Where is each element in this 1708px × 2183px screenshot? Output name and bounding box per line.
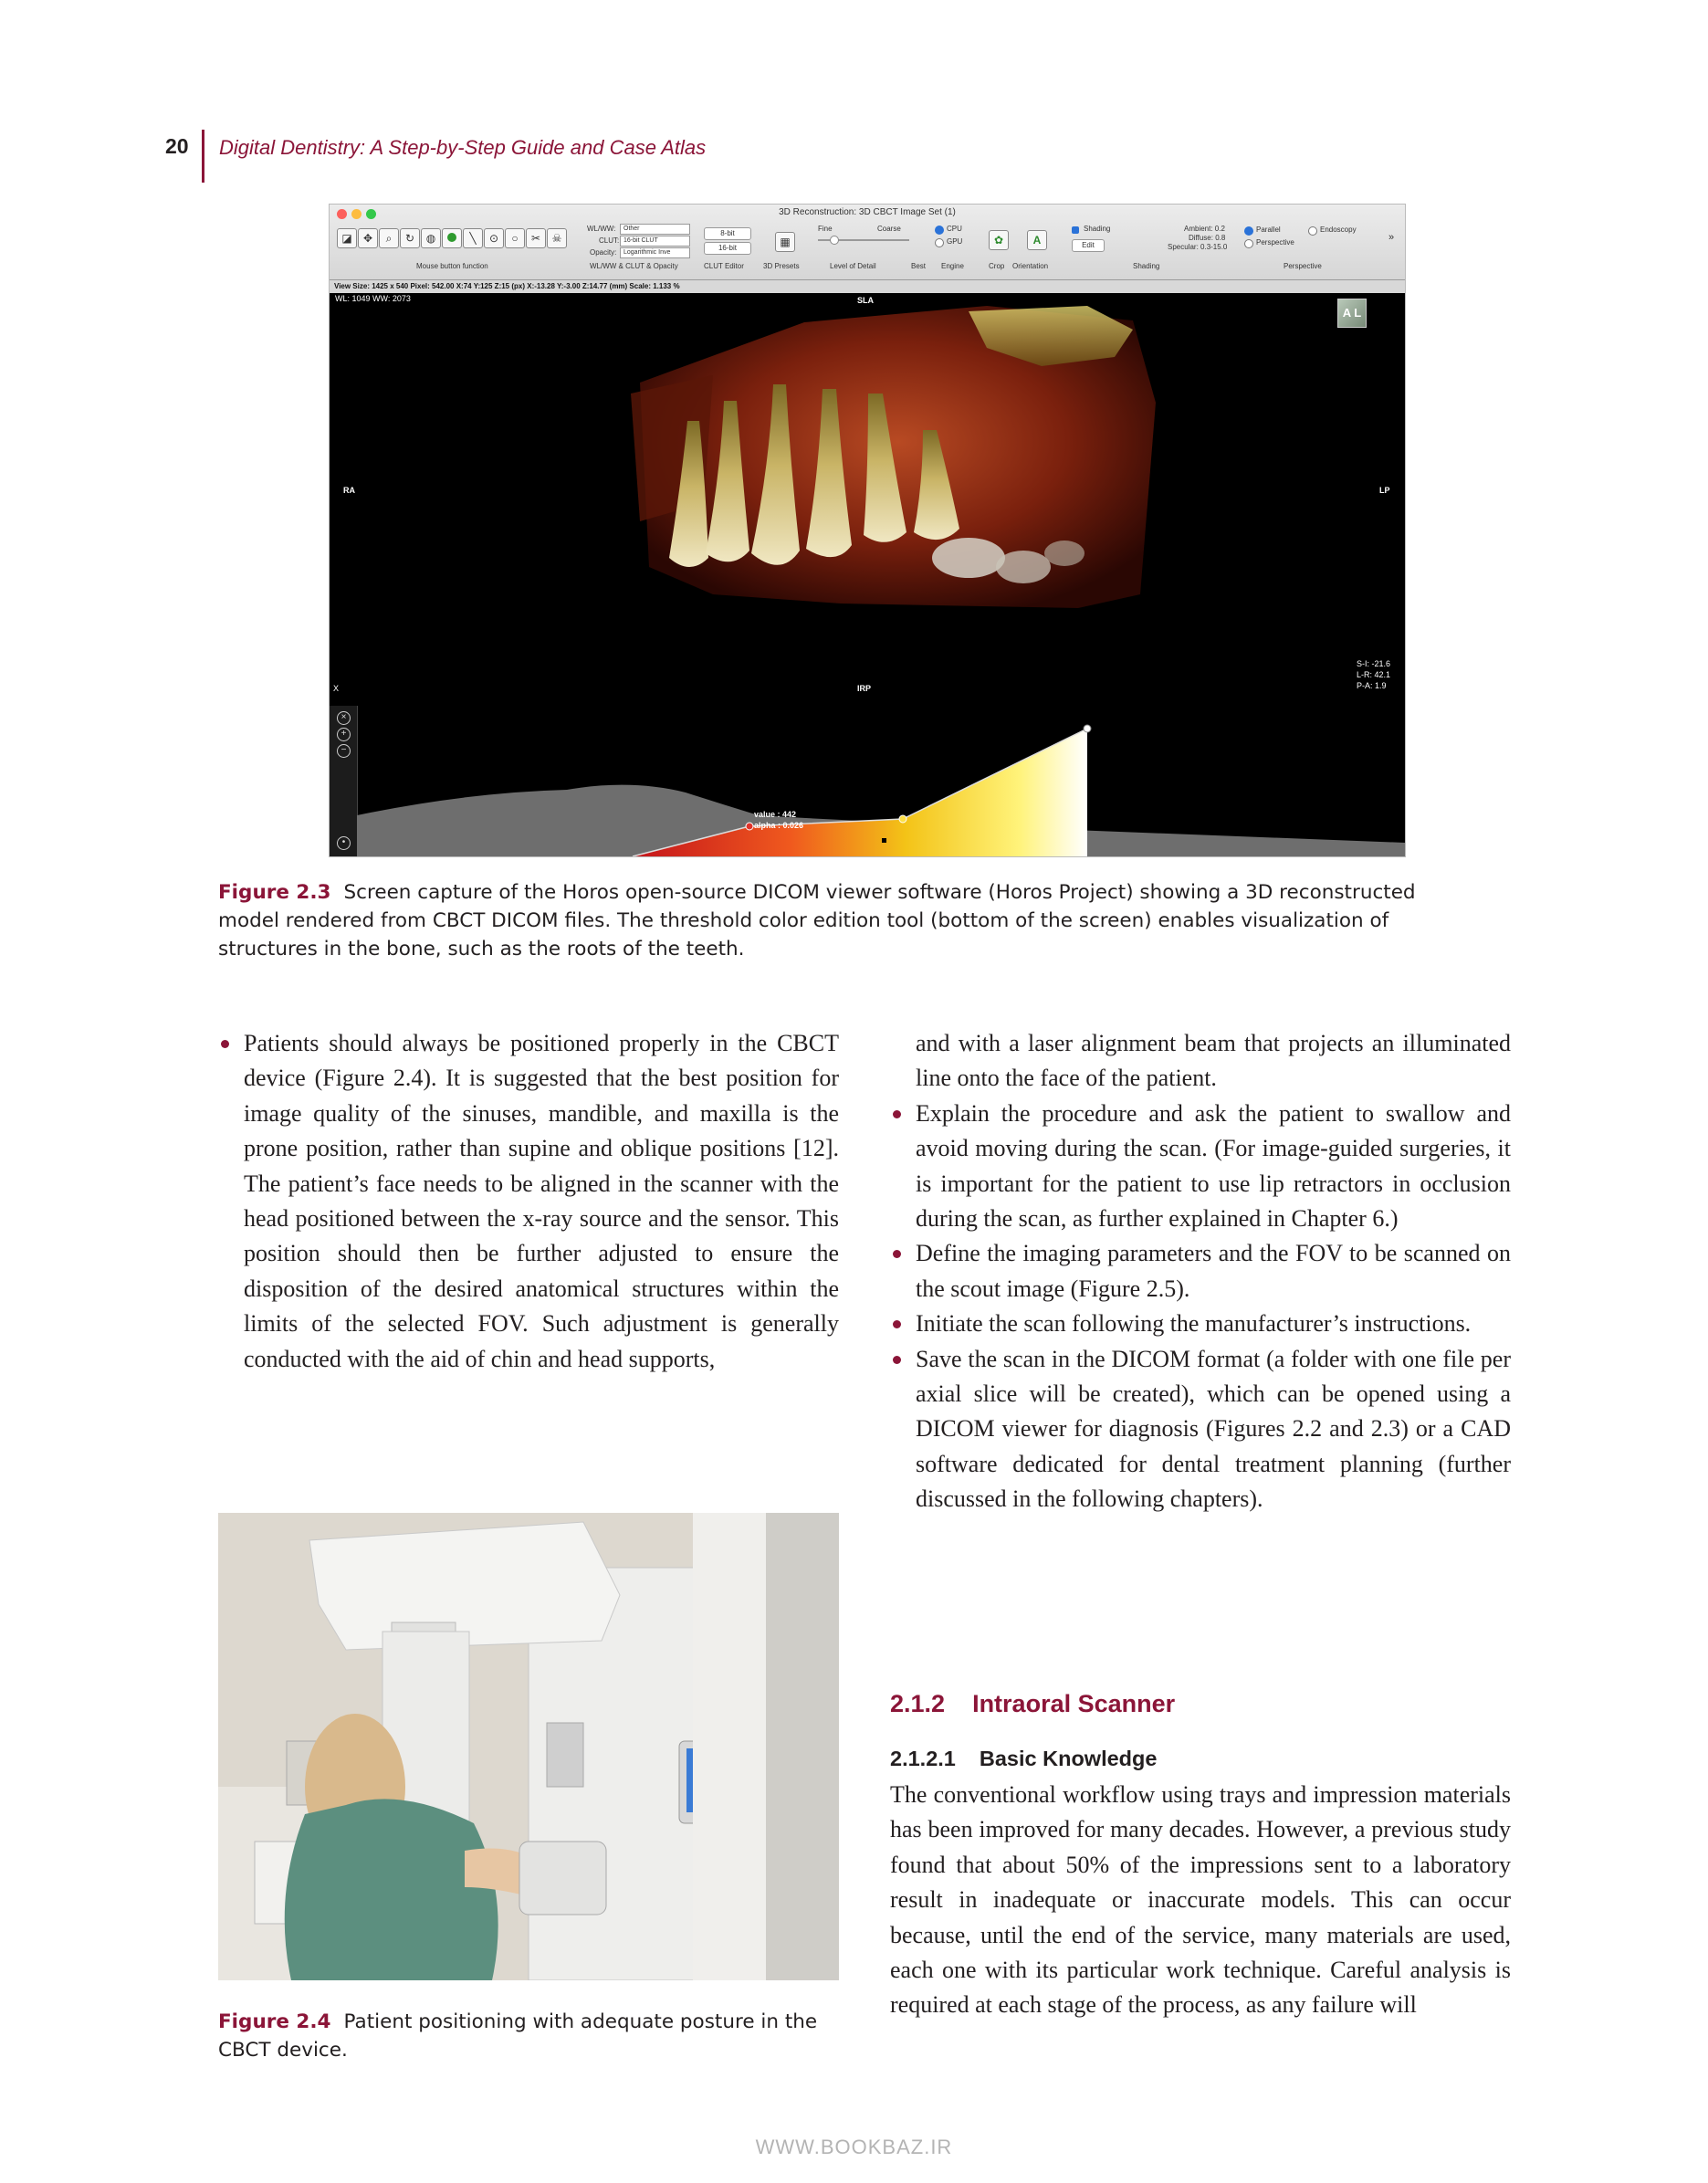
endoscopy-label: Endoscopy [1320,226,1357,234]
opacity-select: Logarithmic Inve [620,247,690,258]
gpu-radio [935,238,944,247]
running-title: Digital Dentistry: A Step-by-Step Guide and Case Atlas [219,136,707,159]
section-number: 2.1.2 [890,1690,946,1717]
rotate-tool-icon: ↻ [400,228,420,248]
coord-si: S-I: -21.6 [1357,659,1391,668]
3d-render-view [330,293,1405,698]
orientation-right-label: LP [1379,486,1390,495]
toolbar-section-best: Best [911,262,927,270]
left-column [218,1026,839,1377]
clut-value-label: value : 442 [754,810,797,819]
cpu-radio [935,226,944,235]
figure-2-4-label: Figure 2.4 [218,2010,331,2033]
wlww-tool-icon: ◪ [337,228,357,248]
clut-label: CLUT: [599,236,620,245]
coarse-label: Coarse [877,225,901,233]
toolbar-section-engine: Engine [941,262,964,270]
diffuse-value: Diffuse: 0.8 [1189,234,1226,242]
figure-2-4-caption [218,2008,848,2064]
clut-editor-panel [330,706,1405,856]
orientation-top-label: SLA [857,296,874,305]
toolbar-section-shading: Shading [1133,262,1160,270]
parallel-radio [1244,226,1253,236]
perspective-radio [1244,239,1253,248]
perspective-label: Perspective [1256,238,1294,247]
figure-2-4-photo [218,1513,839,1980]
cpu-label: CPU [947,225,962,233]
fine-label: Fine [818,225,833,233]
subsection-number: 2.1.2.1 [890,1747,956,1770]
clut-alpha-label: alpha : 0.026 [754,821,804,830]
toolbar-section-orientation: Orientation [1012,262,1049,270]
zoom-tool-icon: ⌕ [379,228,399,248]
toolbar-section-lod: Level of Detail [830,262,876,270]
toolbar-section-wlww: WL/WW & CLUT & Opacity [590,262,678,270]
parallel-label: Parallel [1256,226,1281,234]
length-tool-icon: ╲ [463,228,483,248]
endoscopy-radio [1308,226,1317,236]
bullet-initiate-scan: Initiate the scan following the manufacturer’s instructions. [890,1307,1511,1341]
16bit-button: 16-bit [704,242,751,255]
bullet-continuation: and with a laser alignment beam that projects an illuminated line onto the face of the patient. [916,1030,1511,1092]
subsection-title: Basic Knowledge [979,1747,1158,1770]
8bit-button: 8-bit [704,227,751,240]
target-circle-icon: • [337,836,351,850]
cbct-device-photo [218,1513,839,1980]
figure-2-3-screenshot [329,204,1406,857]
section-title: Intraoral Scanner [972,1690,1176,1717]
axis-x-marker: X [333,684,340,693]
page-number: 20 [165,134,189,158]
zoom-out-circle-icon: − [337,744,351,758]
intraoral-scanner-paragraph [890,1778,1511,2023]
section-heading-2-1-2 [890,1690,1175,1718]
toolbar-section-clut-editor: CLUT Editor [704,262,744,270]
wlww-label: WL/WW: [587,225,616,233]
bullet-save-dicom: Save the scan in the DICOM format (a folder with one file per axial slice will be created), which can be opened using a DICOM viewer for diagnosis (Figures 2.2 and 2.3) or a CAD software dedicated for dental treatment planning (further discussed in the following chapters). [890,1342,1511,1517]
bullet-patient-positioning: Patients should always be positioned properly in the CBCT device (Figure 2.4). It is suggested that the best position for image quality of the sinuses, mandible, and maxilla is the prone position, rather than supine and oblique positions [12]. The patient’s face needs to be aligned in the scanner with the head positioned between the x-ray source and the sensor. This position should then be further adjusted to ensure the disposition of the desired anatomical structures within the limits of the selected FOV. Such adjustment is generally conducted with the aid of chin and head supports, [218,1026,839,1377]
rotate3d-tool-icon: ◍ [421,228,441,248]
orientation-bottom-label: IRP [857,684,872,693]
3d-presets-icon: ▦ [775,232,795,252]
shading-label: Shading [1084,225,1111,233]
opacity-label: Opacity: [590,248,617,257]
orientation-left-label: RA [343,486,355,495]
zoom-in-circle-icon: + [337,728,351,741]
coord-pa: P-A: 1.9 [1357,681,1387,690]
skull-tool-icon: ☠ [547,228,567,248]
gpu-label: GPU [947,237,963,246]
figure-2-3-caption [218,878,1460,963]
specular-value: Specular: 0.3-15.0 [1168,243,1228,251]
clut-side-toolbar [330,706,358,856]
toolbar-section-presets: 3D Presets [763,262,800,270]
toolbar-section-mouse: Mouse button function [416,262,488,270]
figure-2-3-label: Figure 2.3 [218,881,331,904]
footer-watermark: WWW.BOOKBAZ.IR [755,2136,953,2158]
toolbar-overflow-icon: » [1388,232,1395,243]
level-of-detail-knob [830,236,839,245]
clut-select: 16-bit CLUT [620,236,690,247]
wl-ww-readout: WL: 1049 WW: 2073 [335,294,411,303]
viewer-info-bar: View Size: 1425 x 540 Pixel: 542.00 X:74 Y:125 Z:15 (px) X:-13.28 Y:-3.00 Z:14.77 (mm) Scale: 1.133 % [330,280,1406,293]
wlww-select: Other [620,224,690,235]
figure-2-4-caption-text: Patient positioning with adequate posture in the CBCT device. [218,2010,818,2062]
viewer-window-title: 3D Reconstruction: 3D CBCT Image Set (1) [779,207,956,217]
close-circle-icon: × [337,711,351,725]
target-tool-icon: ⊙ [484,228,504,248]
clut-curve-graph [357,706,1405,856]
orientation-cube-icon: A [1027,230,1047,250]
move-tool-icon: ✥ [358,228,378,248]
subsection-heading-2-1-2-1 [890,1747,1157,1771]
body-paragraph: The conventional workflow using trays and impression materials has been improved for many decades. However, a previous study found that about 50% of the impressions sent to a laboratory result in inadequate or inaccurate models. This can occur because, until the end of the service, many materials are used, each one with its particular work technique. Careful analysis is required at each stage of the process, as any failure will [890,1781,1511,2019]
bullet-define-parameters: Define the imaging parameters and the FOV to be scanned on the scout image (Figure 2.5). [890,1236,1511,1307]
shading-edit-button: Edit [1072,239,1105,252]
ambient-value: Ambient: 0.2 [1184,225,1225,233]
right-column [890,1026,1511,1517]
bullet-explain-procedure: Explain the procedure and ask the patient to swallow and avoid moving during the scan. (For image-guided surgeries, it is important for the patient to use lip retractors in occlusion during the scan, as further explained in Chapter 6.) [890,1097,1511,1237]
figure-2-3-caption-text: Screen capture of the Horos open-source DICOM viewer software (Horos Project) showing a 3D reconstructed model rendered from CBCT DICOM files. The threshold color edition tool (bottom of the screen) enables visualization of structures in the bone, such as the roots of the teeth. [218,881,1416,960]
rendered-maxilla-image [330,293,1405,698]
oval-tool-icon: ○ [505,228,525,248]
viewer-toolbar [330,205,1405,280]
crop-icon: ✿ [989,230,1009,250]
scissors-tool-icon: ✂ [526,228,546,248]
toolbar-section-crop: Crop [989,262,1005,270]
toolbar-section-perspective: Perspective [1284,262,1322,270]
coord-lr: L-R: 42.1 [1357,670,1391,679]
point-tool-icon [442,228,462,248]
shading-checkbox [1072,226,1079,234]
orientation-cube: A L [1337,299,1367,328]
header-divider [202,130,204,183]
